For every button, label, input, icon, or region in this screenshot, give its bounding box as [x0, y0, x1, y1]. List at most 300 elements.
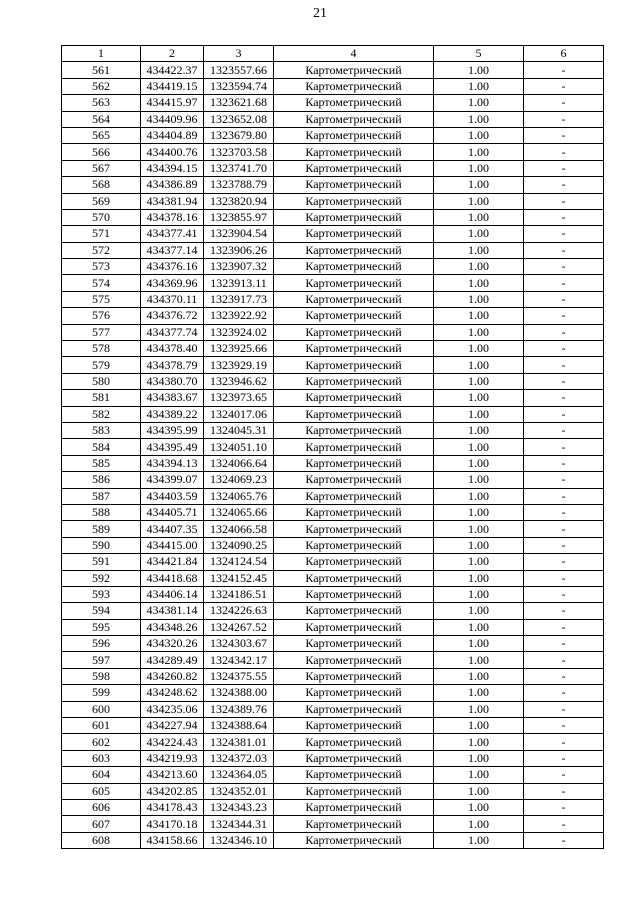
table-row — [62, 750, 604, 766]
note-cell: - — [524, 226, 604, 242]
method-cell: Картометрический — [274, 209, 434, 225]
method-cell: Картометрический — [274, 291, 434, 307]
accuracy-cell: 1.00 — [434, 537, 524, 553]
point-number-cell: 585 — [62, 455, 141, 471]
table-row — [62, 767, 604, 783]
note-cell: - — [524, 193, 604, 209]
table-row — [62, 390, 604, 406]
x-coordinate-cell: 434381.14 — [141, 603, 204, 619]
point-number-cell: 566 — [62, 144, 141, 160]
page-number: 21 — [313, 6, 327, 21]
y-coordinate-cell: 1324124.54 — [204, 554, 274, 570]
y-coordinate-cell: 1323946.62 — [204, 373, 274, 389]
y-coordinate-cell: 1324375.55 — [204, 668, 274, 684]
y-coordinate-cell: 1324065.76 — [204, 488, 274, 504]
accuracy-cell: 1.00 — [434, 554, 524, 570]
note-cell: - — [524, 668, 604, 684]
accuracy-cell: 1.00 — [434, 291, 524, 307]
method-cell: Картометрический — [274, 783, 434, 799]
accuracy-cell: 1.00 — [434, 816, 524, 832]
x-coordinate-cell: 434400.76 — [141, 144, 204, 160]
point-number-cell: 600 — [62, 701, 141, 717]
x-coordinate-cell: 434348.26 — [141, 619, 204, 635]
method-cell: Картометрический — [274, 341, 434, 357]
note-cell: - — [524, 291, 604, 307]
point-number-cell: 586 — [62, 472, 141, 488]
y-coordinate-cell: 1323557.66 — [204, 62, 274, 78]
table-row — [62, 324, 604, 340]
note-cell: - — [524, 685, 604, 701]
point-number-cell: 572 — [62, 242, 141, 258]
method-cell: Картометрический — [274, 308, 434, 324]
accuracy-cell: 1.00 — [434, 734, 524, 750]
method-cell: Картометрический — [274, 816, 434, 832]
method-cell: Картометрический — [274, 750, 434, 766]
x-coordinate-cell: 434219.93 — [141, 750, 204, 766]
accuracy-cell: 1.00 — [434, 521, 524, 537]
x-coordinate-cell: 434378.16 — [141, 209, 204, 225]
y-coordinate-cell: 1323703.58 — [204, 144, 274, 160]
note-cell: - — [524, 62, 604, 78]
accuracy-cell: 1.00 — [434, 619, 524, 635]
table-row — [62, 144, 604, 160]
method-cell: Картометрический — [274, 799, 434, 815]
point-number-cell: 599 — [62, 685, 141, 701]
table-row — [62, 832, 604, 848]
y-coordinate-cell: 1324226.63 — [204, 603, 274, 619]
table-row — [62, 685, 604, 701]
x-coordinate-cell: 434407.35 — [141, 521, 204, 537]
x-coordinate-cell: 434376.16 — [141, 259, 204, 275]
note-cell: - — [524, 373, 604, 389]
y-coordinate-cell: 1324017.06 — [204, 406, 274, 422]
method-cell: Картометрический — [274, 439, 434, 455]
note-cell: - — [524, 390, 604, 406]
table-row — [62, 111, 604, 127]
method-cell: Картометрический — [274, 62, 434, 78]
note-cell: - — [524, 422, 604, 438]
accuracy-cell: 1.00 — [434, 750, 524, 766]
accuracy-cell: 1.00 — [434, 472, 524, 488]
point-number-cell: 592 — [62, 570, 141, 586]
x-coordinate-cell: 434377.74 — [141, 324, 204, 340]
method-cell: Картометрический — [274, 373, 434, 389]
x-coordinate-cell: 434389.22 — [141, 406, 204, 422]
method-cell: Картометрический — [274, 603, 434, 619]
accuracy-cell: 1.00 — [434, 209, 524, 225]
note-cell: - — [524, 78, 604, 94]
x-coordinate-cell: 434320.26 — [141, 636, 204, 652]
y-coordinate-cell: 1324352.01 — [204, 783, 274, 799]
point-number-cell: 596 — [62, 636, 141, 652]
accuracy-cell: 1.00 — [434, 275, 524, 291]
point-number-cell: 561 — [62, 62, 141, 78]
accuracy-cell: 1.00 — [434, 373, 524, 389]
point-number-cell: 578 — [62, 341, 141, 357]
note-cell: - — [524, 472, 604, 488]
table-row — [62, 554, 604, 570]
y-coordinate-cell: 1323679.80 — [204, 127, 274, 143]
point-number-cell: 583 — [62, 422, 141, 438]
accuracy-cell: 1.00 — [434, 685, 524, 701]
method-cell: Картометрический — [274, 95, 434, 111]
point-number-cell: 577 — [62, 324, 141, 340]
accuracy-cell: 1.00 — [434, 177, 524, 193]
table-row — [62, 521, 604, 537]
accuracy-cell: 1.00 — [434, 488, 524, 504]
method-cell: Картометрический — [274, 619, 434, 635]
accuracy-cell: 1.00 — [434, 422, 524, 438]
point-number-cell: 593 — [62, 586, 141, 602]
y-coordinate-cell: 1324343.23 — [204, 799, 274, 815]
accuracy-cell: 1.00 — [434, 504, 524, 520]
accuracy-cell: 1.00 — [434, 455, 524, 471]
note-cell: - — [524, 652, 604, 668]
point-number-cell: 589 — [62, 521, 141, 537]
note-cell: - — [524, 799, 604, 815]
table-row — [62, 619, 604, 635]
table-row — [62, 242, 604, 258]
x-coordinate-cell: 434369.96 — [141, 275, 204, 291]
note-cell: - — [524, 439, 604, 455]
table-row — [62, 275, 604, 291]
method-cell: Картометрический — [274, 406, 434, 422]
accuracy-cell: 1.00 — [434, 767, 524, 783]
accuracy-cell: 1.00 — [434, 324, 524, 340]
accuracy-cell: 1.00 — [434, 308, 524, 324]
y-coordinate-cell: 1323652.08 — [204, 111, 274, 127]
method-cell: Картометрический — [274, 242, 434, 258]
y-coordinate-cell: 1324066.58 — [204, 521, 274, 537]
table-row — [62, 127, 604, 143]
point-number-cell: 567 — [62, 160, 141, 176]
note-cell: - — [524, 554, 604, 570]
accuracy-cell: 1.00 — [434, 652, 524, 668]
note-cell: - — [524, 718, 604, 734]
note-cell: - — [524, 488, 604, 504]
point-number-cell: 608 — [62, 832, 141, 848]
column-header: 5 — [434, 46, 524, 62]
point-number-cell: 590 — [62, 537, 141, 553]
x-coordinate-cell: 434386.89 — [141, 177, 204, 193]
table-row — [62, 373, 604, 389]
column-header: 2 — [141, 46, 204, 62]
y-coordinate-cell: 1323929.19 — [204, 357, 274, 373]
method-cell: Картометрический — [274, 504, 434, 520]
point-number-cell: 570 — [62, 209, 141, 225]
note-cell: - — [524, 619, 604, 635]
x-coordinate-cell: 434415.00 — [141, 537, 204, 553]
method-cell: Картометрический — [274, 127, 434, 143]
x-coordinate-cell: 434377.14 — [141, 242, 204, 258]
y-coordinate-cell: 1323924.02 — [204, 324, 274, 340]
method-cell: Картометрический — [274, 767, 434, 783]
point-number-cell: 595 — [62, 619, 141, 635]
method-cell: Картометрический — [274, 521, 434, 537]
accuracy-cell: 1.00 — [434, 570, 524, 586]
column-header: 3 — [204, 46, 274, 62]
accuracy-cell: 1.00 — [434, 603, 524, 619]
y-coordinate-cell: 1324090.25 — [204, 537, 274, 553]
x-coordinate-cell: 434376.72 — [141, 308, 204, 324]
note-cell: - — [524, 636, 604, 652]
point-number-cell: 603 — [62, 750, 141, 766]
accuracy-cell: 1.00 — [434, 357, 524, 373]
table-row — [62, 816, 604, 832]
accuracy-cell: 1.00 — [434, 439, 524, 455]
table-row — [62, 537, 604, 553]
y-coordinate-cell: 1324065.66 — [204, 504, 274, 520]
note-cell: - — [524, 603, 604, 619]
method-cell: Картометрический — [274, 160, 434, 176]
table-row — [62, 652, 604, 668]
y-coordinate-cell: 1324346.10 — [204, 832, 274, 848]
x-coordinate-cell: 434394.13 — [141, 455, 204, 471]
x-coordinate-cell: 434409.96 — [141, 111, 204, 127]
x-coordinate-cell: 434227.94 — [141, 718, 204, 734]
note-cell: - — [524, 537, 604, 553]
note-cell: - — [524, 242, 604, 258]
table-row — [62, 259, 604, 275]
x-coordinate-cell: 434406.14 — [141, 586, 204, 602]
table-row — [62, 291, 604, 307]
table-row — [62, 701, 604, 717]
table-row — [62, 603, 604, 619]
method-cell: Картометрический — [274, 685, 434, 701]
point-number-cell: 579 — [62, 357, 141, 373]
x-coordinate-cell: 434381.94 — [141, 193, 204, 209]
y-coordinate-cell: 1324152.45 — [204, 570, 274, 586]
note-cell: - — [524, 127, 604, 143]
note-cell: - — [524, 341, 604, 357]
accuracy-cell: 1.00 — [434, 636, 524, 652]
point-number-cell: 594 — [62, 603, 141, 619]
y-coordinate-cell: 1323855.97 — [204, 209, 274, 225]
x-coordinate-cell: 434202.85 — [141, 783, 204, 799]
y-coordinate-cell: 1324389.76 — [204, 701, 274, 717]
y-coordinate-cell: 1324372.03 — [204, 750, 274, 766]
y-coordinate-cell: 1324051.10 — [204, 439, 274, 455]
method-cell: Картометрический — [274, 652, 434, 668]
table-row — [62, 799, 604, 815]
method-cell: Картометрический — [274, 554, 434, 570]
x-coordinate-cell: 434370.11 — [141, 291, 204, 307]
method-cell: Картометрический — [274, 259, 434, 275]
point-number-cell: 591 — [62, 554, 141, 570]
table-row — [62, 455, 604, 471]
table-row — [62, 226, 604, 242]
column-header: 1 — [62, 46, 141, 62]
table-row — [62, 177, 604, 193]
y-coordinate-cell: 1324066.64 — [204, 455, 274, 471]
method-cell: Картометрический — [274, 455, 434, 471]
accuracy-cell: 1.00 — [434, 127, 524, 143]
point-number-cell: 584 — [62, 439, 141, 455]
accuracy-cell: 1.00 — [434, 406, 524, 422]
note-cell: - — [524, 406, 604, 422]
point-number-cell: 602 — [62, 734, 141, 750]
coordinates-table — [61, 45, 604, 849]
note-cell: - — [524, 783, 604, 799]
y-coordinate-cell: 1324045.31 — [204, 422, 274, 438]
accuracy-cell: 1.00 — [434, 95, 524, 111]
table-row — [62, 341, 604, 357]
point-number-cell: 605 — [62, 783, 141, 799]
x-coordinate-cell: 434395.49 — [141, 439, 204, 455]
x-coordinate-cell: 434377.41 — [141, 226, 204, 242]
table-row — [62, 406, 604, 422]
table-row — [62, 357, 604, 373]
x-coordinate-cell: 434178.43 — [141, 799, 204, 815]
note-cell: - — [524, 750, 604, 766]
method-cell: Картометрический — [274, 357, 434, 373]
point-number-cell: 597 — [62, 652, 141, 668]
table-row — [62, 636, 604, 652]
method-cell: Картометрический — [274, 570, 434, 586]
table-row — [62, 488, 604, 504]
method-cell: Картометрический — [274, 734, 434, 750]
y-coordinate-cell: 1323917.73 — [204, 291, 274, 307]
method-cell: Картометрический — [274, 422, 434, 438]
table-row — [62, 472, 604, 488]
y-coordinate-cell: 1323741.70 — [204, 160, 274, 176]
note-cell: - — [524, 144, 604, 160]
note-cell: - — [524, 734, 604, 750]
table-row — [62, 586, 604, 602]
y-coordinate-cell: 1324303.67 — [204, 636, 274, 652]
note-cell: - — [524, 259, 604, 275]
point-number-cell: 580 — [62, 373, 141, 389]
method-cell: Картометрический — [274, 701, 434, 717]
y-coordinate-cell: 1323906.26 — [204, 242, 274, 258]
table-row — [62, 308, 604, 324]
table-body — [62, 62, 604, 849]
method-cell: Картометрический — [274, 472, 434, 488]
y-coordinate-cell: 1323925.66 — [204, 341, 274, 357]
x-coordinate-cell: 434403.59 — [141, 488, 204, 504]
note-cell: - — [524, 767, 604, 783]
table-row — [62, 422, 604, 438]
y-coordinate-cell: 1323922.92 — [204, 308, 274, 324]
table-row — [62, 95, 604, 111]
y-coordinate-cell: 1324388.64 — [204, 718, 274, 734]
method-cell: Картометрический — [274, 144, 434, 160]
accuracy-cell: 1.00 — [434, 160, 524, 176]
y-coordinate-cell: 1323820.94 — [204, 193, 274, 209]
note-cell: - — [524, 324, 604, 340]
y-coordinate-cell: 1323621.68 — [204, 95, 274, 111]
table-header-row — [62, 46, 604, 62]
accuracy-cell: 1.00 — [434, 242, 524, 258]
table-row — [62, 504, 604, 520]
note-cell: - — [524, 95, 604, 111]
method-cell: Картометрический — [274, 586, 434, 602]
note-cell: - — [524, 586, 604, 602]
y-coordinate-cell: 1324069.23 — [204, 472, 274, 488]
method-cell: Картометрический — [274, 226, 434, 242]
x-coordinate-cell: 434235.06 — [141, 701, 204, 717]
note-cell: - — [524, 832, 604, 848]
method-cell: Картометрический — [274, 390, 434, 406]
point-number-cell: 569 — [62, 193, 141, 209]
point-number-cell: 568 — [62, 177, 141, 193]
method-cell: Картометрический — [274, 832, 434, 848]
point-number-cell: 573 — [62, 259, 141, 275]
x-coordinate-cell: 434378.79 — [141, 357, 204, 373]
y-coordinate-cell: 1324342.17 — [204, 652, 274, 668]
note-cell: - — [524, 111, 604, 127]
y-coordinate-cell: 1323973.65 — [204, 390, 274, 406]
x-coordinate-cell: 434170.18 — [141, 816, 204, 832]
accuracy-cell: 1.00 — [434, 259, 524, 275]
column-header: 4 — [274, 46, 434, 62]
note-cell: - — [524, 504, 604, 520]
y-coordinate-cell: 1324267.52 — [204, 619, 274, 635]
accuracy-cell: 1.00 — [434, 390, 524, 406]
accuracy-cell: 1.00 — [434, 799, 524, 815]
point-number-cell: 575 — [62, 291, 141, 307]
point-number-cell: 564 — [62, 111, 141, 127]
x-coordinate-cell: 434383.67 — [141, 390, 204, 406]
accuracy-cell: 1.00 — [434, 193, 524, 209]
x-coordinate-cell: 434289.49 — [141, 652, 204, 668]
note-cell: - — [524, 816, 604, 832]
y-coordinate-cell: 1323904.54 — [204, 226, 274, 242]
table-row — [62, 570, 604, 586]
y-coordinate-cell: 1323907.32 — [204, 259, 274, 275]
method-cell: Картометрический — [274, 636, 434, 652]
x-coordinate-cell: 434158.66 — [141, 832, 204, 848]
x-coordinate-cell: 434260.82 — [141, 668, 204, 684]
accuracy-cell: 1.00 — [434, 144, 524, 160]
y-coordinate-cell: 1324381.01 — [204, 734, 274, 750]
point-number-cell: 581 — [62, 390, 141, 406]
accuracy-cell: 1.00 — [434, 701, 524, 717]
table-row — [62, 734, 604, 750]
table-row — [62, 193, 604, 209]
accuracy-cell: 1.00 — [434, 111, 524, 127]
y-coordinate-cell: 1324186.51 — [204, 586, 274, 602]
y-coordinate-cell: 1324388.00 — [204, 685, 274, 701]
note-cell: - — [524, 160, 604, 176]
x-coordinate-cell: 434378.40 — [141, 341, 204, 357]
x-coordinate-cell: 434419.15 — [141, 78, 204, 94]
x-coordinate-cell: 434399.07 — [141, 472, 204, 488]
x-coordinate-cell: 434415.97 — [141, 95, 204, 111]
method-cell: Картометрический — [274, 275, 434, 291]
method-cell: Картометрический — [274, 488, 434, 504]
accuracy-cell: 1.00 — [434, 78, 524, 94]
table-row — [62, 718, 604, 734]
x-coordinate-cell: 434224.43 — [141, 734, 204, 750]
method-cell: Картометрический — [274, 324, 434, 340]
point-number-cell: 604 — [62, 767, 141, 783]
x-coordinate-cell: 434404.89 — [141, 127, 204, 143]
note-cell: - — [524, 275, 604, 291]
note-cell: - — [524, 209, 604, 225]
point-number-cell: 563 — [62, 95, 141, 111]
point-number-cell: 574 — [62, 275, 141, 291]
table-row — [62, 783, 604, 799]
accuracy-cell: 1.00 — [434, 226, 524, 242]
table-row — [62, 78, 604, 94]
note-cell: - — [524, 455, 604, 471]
method-cell: Картометрический — [274, 177, 434, 193]
point-number-cell: 601 — [62, 718, 141, 734]
accuracy-cell: 1.00 — [434, 783, 524, 799]
y-coordinate-cell: 1323594.74 — [204, 78, 274, 94]
y-coordinate-cell: 1324344.31 — [204, 816, 274, 832]
